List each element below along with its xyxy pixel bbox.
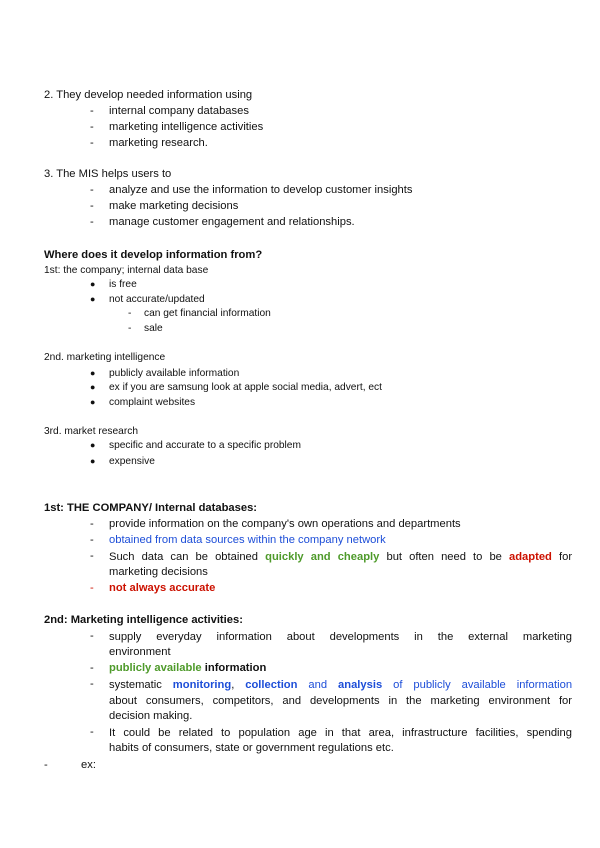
company-sub-1: can get financial information	[144, 308, 271, 319]
where-question: Where does it develop information from?	[44, 249, 263, 261]
source-intel-label: 2nd. marketing intelligence	[44, 352, 166, 363]
dash-marker: -	[90, 534, 94, 546]
mis-heading: 3. The MIS helps users to	[44, 168, 172, 180]
monitoring-highlight: monitoring	[172, 679, 232, 691]
mis-item-3: manage customer engagement and relationships.	[109, 216, 355, 228]
source-research-label: 3rd. market research	[44, 426, 138, 437]
analysis-highlight: analysis	[338, 679, 383, 691]
bullet-marker: ●	[90, 440, 96, 450]
comma-text: ,	[231, 679, 235, 691]
intel-item-1-line-1: supply everyday information about developments in the external marketing	[109, 631, 572, 643]
collection-highlight: collection	[245, 679, 298, 691]
intel-item-2	[109, 661, 266, 675]
intel-bullet-2: ex if you are samsung look at apple social media, advert, ect	[109, 382, 382, 393]
intel-bullet-3: complaint websites	[109, 397, 196, 408]
intel-item-4-line-1: It could be related to population age in that area, infrastructure facilities, spending	[109, 727, 572, 739]
company-item-3-line-1	[109, 549, 572, 565]
bullet-marker: ●	[90, 456, 96, 466]
intel-item-4-line-2: habits of consumers, state or government regulations etc.	[109, 742, 394, 754]
dash-marker: -	[90, 726, 94, 738]
develop-item-2: marketing intelligence activities	[109, 121, 264, 133]
dash-marker: -	[90, 184, 94, 196]
company-heading: 1st: THE COMPANY/ Internal databases:	[44, 502, 258, 514]
research-bullet-1: specific and accurate to a specific problem	[109, 440, 301, 451]
dash-marker: -	[128, 308, 132, 319]
company-item-3-text-c: for	[558, 551, 573, 563]
bullet-marker: ●	[90, 368, 96, 378]
source-company-label: 1st: the company; internal data base	[44, 265, 209, 276]
mis-item-1: analyze and use the information to develop customer insights	[109, 184, 413, 196]
mis-item-2: make marketing decisions	[109, 200, 239, 212]
dash-marker: -	[90, 137, 94, 149]
dash-marker: -	[90, 105, 94, 117]
company-item-3-line-2: marketing decisions	[109, 566, 208, 578]
dash-marker: -	[90, 518, 94, 530]
company-item-3-text-a: Such data can be obtained	[109, 551, 259, 563]
publicly-available-highlight: publicly available	[109, 662, 202, 674]
bullet-marker: ●	[90, 294, 96, 304]
dash-marker: -	[90, 550, 94, 562]
systematic-text: systematic	[109, 679, 162, 691]
dash-marker: -	[90, 216, 94, 228]
dash-marker: -	[128, 323, 132, 334]
bullet-marker: ●	[90, 397, 96, 407]
publicly-info-text: of publicly available information	[393, 679, 573, 691]
quickly-cheaply-highlight: quickly and cheaply	[265, 551, 380, 563]
intel-item-3-line-1	[109, 677, 572, 693]
intel-item-3-line-3: decision making.	[109, 710, 193, 722]
dash-marker: -	[90, 678, 94, 690]
dash-marker: -	[44, 759, 48, 771]
dash-marker: -	[90, 121, 94, 133]
dash-marker: -	[90, 200, 94, 212]
dash-marker: -	[90, 630, 94, 642]
company-item-1: provide information on the company's own operations and departments	[109, 518, 461, 530]
example-label: ex:	[81, 759, 96, 771]
bullet-marker: ●	[90, 279, 96, 289]
company-item-3-text-b: but often need to be	[386, 551, 502, 563]
information-bold: information	[204, 662, 267, 674]
and-text: and	[308, 679, 328, 691]
intel-heading: 2nd: Marketing intelligence activities:	[44, 614, 243, 626]
develop-item-1: internal company databases	[109, 105, 249, 117]
company-item-4: not always accurate	[109, 582, 216, 594]
adapted-highlight: adapted	[508, 551, 552, 563]
develop-heading: 2. They develop needed information using	[44, 89, 253, 101]
intel-item-1-line-2: environment	[109, 646, 171, 658]
company-bullet-2: not accurate/updated	[109, 294, 205, 305]
develop-item-3: marketing research.	[109, 137, 208, 149]
bullet-marker: ●	[90, 382, 96, 392]
intel-item-3-line-2: about consumers, competitors, and developments in the marketing environment for	[109, 695, 572, 707]
company-item-2: obtained from data sources within the company network	[109, 534, 386, 546]
dash-marker: -	[90, 582, 94, 594]
intel-bullet-1: publicly available information	[109, 368, 240, 379]
dash-marker: -	[90, 662, 94, 674]
company-sub-2: sale	[144, 323, 163, 334]
company-bullet-1: is free	[109, 279, 137, 290]
research-bullet-2: expensive	[109, 456, 155, 467]
